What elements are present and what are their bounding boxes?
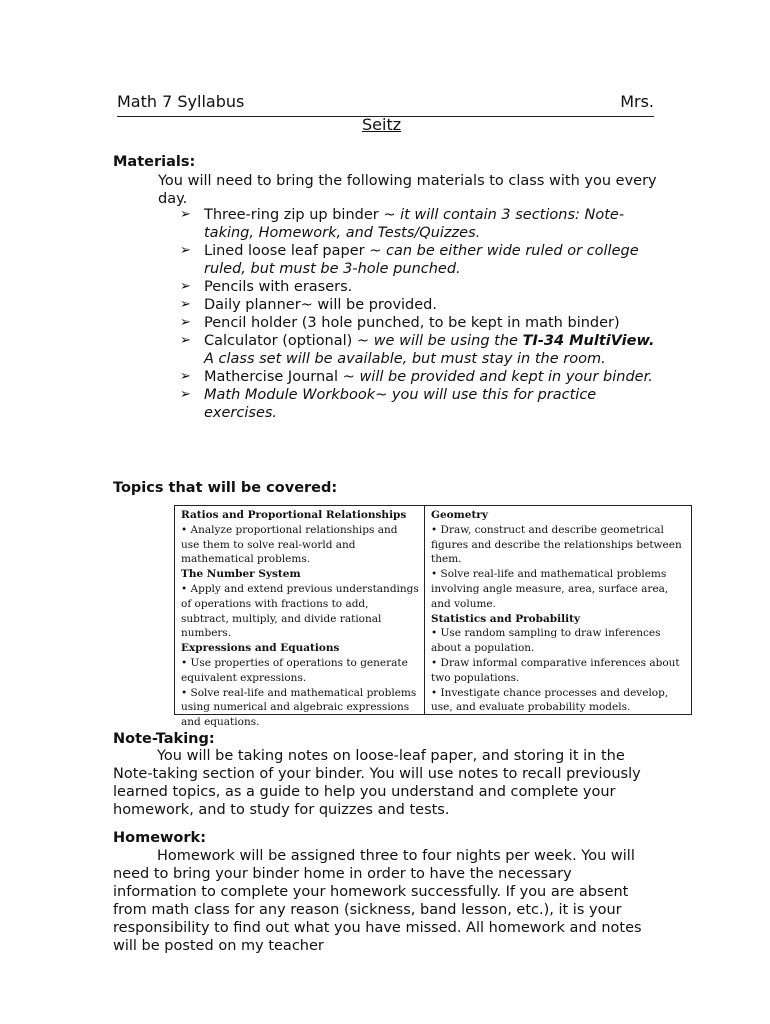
arrow-bullet-icon: ➢ (180, 333, 191, 348)
list-item: ➢ Three-ring zip up binder ~ it will contain 3 sections: Note-taking, Homework, and Tests/Quizzes. (180, 207, 625, 241)
list-item: ➢ Pencils with erasers. (180, 279, 353, 295)
list-item: ➢ Math Module Workbook~ you will use this for practice exercises. (180, 387, 597, 421)
document-title: Math 7 Syllabus (117, 92, 245, 111)
arrow-bullet-icon: ➢ (180, 297, 191, 312)
title-line (117, 92, 654, 117)
note-taking-text: You will be taking notes on loose-leaf paper, and storing it in the Note-taking section of your binder. You will use notes to recall previously learned topics, as a guide to help you understand and complete your homework, and to study for quizzes and tests. (113, 748, 641, 818)
topic-bullet: • Investigate chance processes and develop, use, and evaluate probability models. (431, 686, 669, 714)
teacher-title: Mrs. (620, 92, 654, 111)
topic-title: The Number System (181, 568, 301, 581)
materials-list (180, 206, 660, 422)
homework-text: Homework will be assigned three to four nights per week. You will need to bring your binder home in order to have the necessary information to complete your homework successfully. If you are absent from math class for any reason (sickness, band lesson, etc.), it is your responsibility to find out what you have missed. All homework and notes will be posted on my teacher (113, 848, 642, 954)
arrow-bullet-icon: ➢ (180, 207, 191, 222)
topics-table (174, 505, 692, 729)
topic-title: Ratios and Proportional Relationships (181, 509, 407, 521)
topic-bullet: • Draw informal comparative inferences about two populations. (431, 656, 680, 684)
list-item: ➢ Pencil holder (3 hole punched, to be kept in math binder) (180, 315, 620, 331)
topic-bullet: • Apply and extend previous understandings of operations with fractions to add, subtract, multiply, and divide rational numbers. (181, 582, 419, 640)
arrow-bullet-icon: ➢ (180, 369, 191, 384)
topic-title: Geometry (431, 509, 488, 521)
topics-heading: Topics that will be covered: (113, 480, 338, 496)
materials-heading: Materials: (113, 154, 196, 170)
arrow-bullet-icon: ➢ (180, 279, 191, 294)
topic-bullet: • Analyze proportional relationships and use them to solve real-world and mathematical problems. (181, 523, 398, 566)
arrow-bullet-icon: ➢ (180, 387, 191, 402)
note-taking-heading: Note-Taking: (113, 731, 215, 747)
arrow-bullet-icon: ➢ (180, 315, 191, 330)
arrow-bullet-icon: ➢ (180, 243, 191, 258)
topics-column-right (425, 506, 689, 714)
list-item: ➢ Mathercise Journal ~ will be provided and kept in your binder. (180, 369, 653, 385)
topics-column-left (175, 506, 425, 729)
topic-bullet: • Use properties of operations to generate equivalent expressions. (181, 656, 408, 684)
list-item: ➢ Daily planner~ will be provided. (180, 297, 437, 313)
topic-title: Expressions and Equations (181, 642, 340, 655)
topic-bullet: • Solve real-life and mathematical problems using numerical and algebraic expressions and equations. (181, 686, 417, 729)
topic-bullet: • Draw, construct and describe geometrical figures and describe the relationships between them. (431, 523, 682, 566)
list-item: ➢ Calculator (optional) ~ we will be using the TI-34 MultiView. A class set will be available, but must stay in the room. (180, 333, 655, 367)
topic-bullet: • Use random sampling to draw inferences about a population. (431, 627, 661, 655)
homework-heading: Homework: (113, 830, 206, 846)
materials-intro: You will need to bring the following materials to class with you every day. (158, 173, 657, 207)
topic-title: Statistics and Probability (431, 612, 581, 625)
topic-bullet: • Solve real-life and mathematical problems involving angle measure, area, surface area, and volume. (431, 568, 669, 610)
teacher-name: Seitz (362, 115, 402, 134)
list-item: ➢ Lined loose leaf paper ~ can be either wide ruled or college ruled, but must be 3-hole punched. (180, 243, 639, 277)
